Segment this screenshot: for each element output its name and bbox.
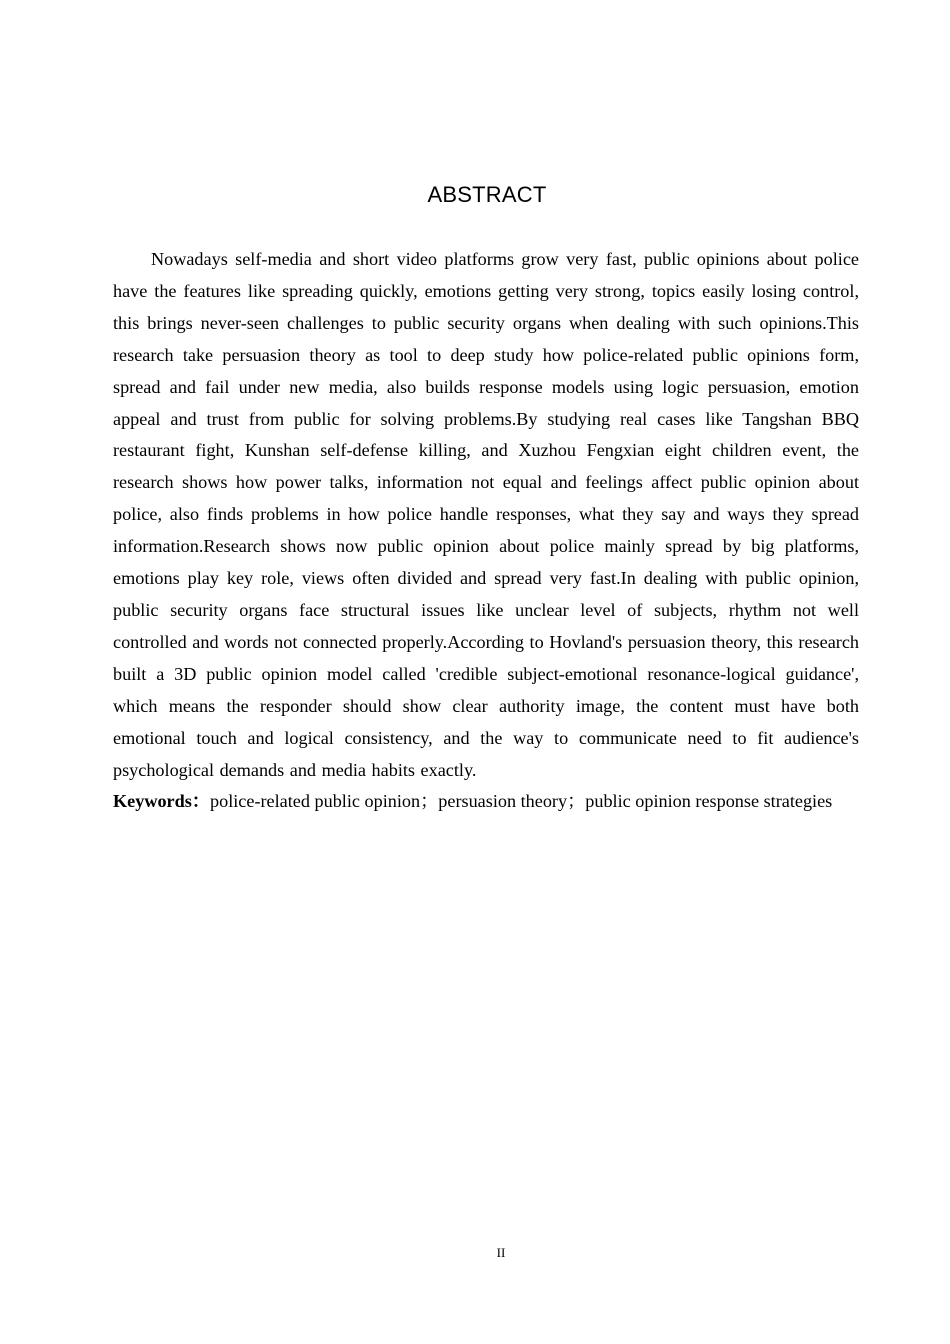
keywords-text: police-related public opinion；persuasion theory；public opinion response strategies — [210, 791, 833, 812]
abstract-heading: ABSTRACT — [427, 182, 547, 207]
abstract-paragraph: Nowadays self-media and short video platforms grow very fast, public opinions about police have the features like spreading quickly, emotions getting very strong, topics easily losing control, this brings never-seen challenges to public security organs when dealing with such opinions.This research take persuasion theory as tool to deep study how police-related public opinions form, spread and fail under new media, also builds response models using logic persuasion, emotion appeal and trust from public for solving problems.By studying real cases like Tangshan BBQ restaurant fight, Kunshan self-defense killing, and Xuzhou Fengxian eight children event, the research shows how power talks, information not equal and feelings affect public opinion about police, also finds problems in how police handle responses, what they say and ways they spread information.Research shows now public opinion about police mainly spread by big platforms, emotions play key role, views often divided and spread very fast.In dealing with public opinion, public security organs face structural issues like unclear level of subjects, rhythm not well controlled and words not connected properly.According to Hovland's persuasion theory, this research built a 3D public opinion model called 'credible subject-emotional resonance-logical guidance', which means the responder should show clear authority image, the content must have both emotional touch and logical consistency, and the way to communicate need to fit audience's psychological demands and media habits exactly. — [113, 249, 859, 780]
keywords-label: Keywords： — [113, 791, 210, 812]
page-number: II — [496, 1245, 506, 1260]
keywords-line — [113, 786, 859, 818]
abstract-body — [113, 244, 859, 818]
